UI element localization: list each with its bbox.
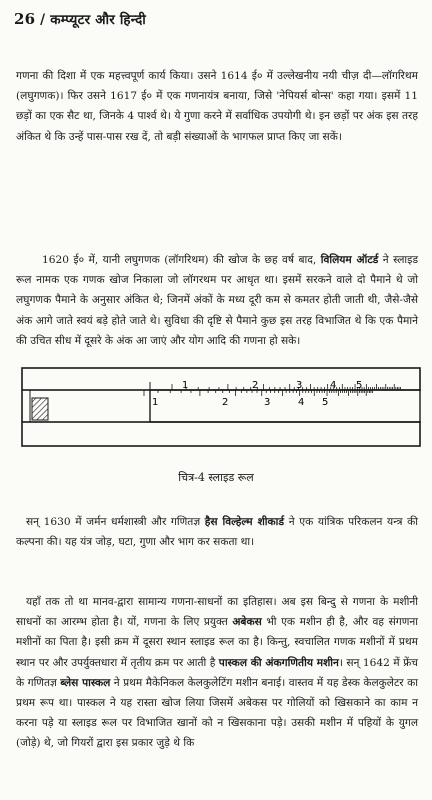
paragraph-text: यहाँ तक तो था मानव-द्वारा सामान्य गणना-साधनों का इतिहास। अब इस बिन्दु से गणना के मशीनी साधनों का आरम्भ होता है। यों, गणना के लिए प्रयुक्त <box>16 596 418 629</box>
scale-number: 2 <box>222 397 229 408</box>
scale-number: 2 <box>252 380 259 391</box>
header-separator: / <box>35 12 51 28</box>
paragraph-pascal <box>16 592 418 754</box>
scale-number: 3 <box>296 380 303 391</box>
rule-slide <box>150 390 420 422</box>
paragraph-schickard <box>16 512 418 552</box>
scale-number: 3 <box>264 397 271 408</box>
lower-scale-numbers <box>152 397 328 408</box>
paragraph-text: 1620 ई० में, यानी लघुगणक (लॉगरिथम) की खोज के छह वर्ष बाद, <box>42 254 321 266</box>
paragraph-text: ने एक यांत्रिक परिकलन यन्त्र की कल्पना की। यह यंत्र जोड़, घटा, गुणा और भाग कर सकता था। <box>16 516 419 549</box>
paragraph-slide-rule <box>16 250 418 351</box>
paragraph-text: । सन् 1642 में फ्रेंच के गणितज्ञ <box>16 656 418 689</box>
scale-number: 1 <box>182 380 189 391</box>
figure-caption: चित्र-4 स्लाइड रूल <box>178 471 254 484</box>
bold-term: पास्कल की अंकगणितीय मशीन <box>218 656 339 669</box>
scale-number: 4 <box>298 397 305 408</box>
paragraph-text: सन् 1630 में जर्मन धर्मशास्त्री और गणितज्ञ <box>26 516 205 528</box>
scale-number: 4 <box>330 380 337 391</box>
page-number: 26 <box>14 10 36 28</box>
scale-number: 1 <box>152 397 159 408</box>
bold-term: अबेकस <box>232 616 262 629</box>
scale-number: 5 <box>322 397 329 408</box>
hatched-end <box>32 398 48 420</box>
scale-number: 5 <box>356 380 363 391</box>
rule-bottom-stock <box>22 422 420 446</box>
paragraph-text: ने प्रथम मैकेनिकल केलकुलेटिंग मशीन बनाई। वास्तव में यह डेस्क केलकुलेटर का प्रथम रूप था। पास्कल ने यह रास्ता खोज लिया जिसमें अबेकस पर गोलियों को खिसकाने का काम न करना पड़े या स्लाइड रूल पर विभाजित खानों को न खिसकाना पड़े। उसकी मशीन में पहियों के युगल (जोड़े) थे, जो गियरों द्वारा इस प्रकार जुड़े थे कि <box>16 676 418 750</box>
bold-name: ब्लेस पास्कल <box>60 676 111 689</box>
paragraph-text: भी एक मशीन ही है, और वह संगणना मशीनों का पिता है। इसी क्रम में दूसरा स्थान स्लाइड रूल का है। किन्तु, स्वचालित गणक मशीनों में प्रथम स्थान पर और उपर्युक्तधारा में तृतीय क्रम पर आती है <box>16 616 418 669</box>
bold-name: विलियम ऑटर्ड <box>320 254 379 266</box>
paragraph-napier: गणना की दिशा में एक महत्त्वपूर्ण कार्य किया। उसने 1614 ई० में उल्लेखनीय नयी चीज़ दी—लॉगरिथम (लघुगणक)। फिर उसने 1617 ई० में एक गणनायंत्र बनाया, जिसे 'नेपियर्स बोन्स' कहा गया। इसमें 11 छड़ों का एक सैट था, जिनके 4 पार्श्व थे। ये गुणा करने में सर्वाधिक उपयोगी थे। इन छड़ों पर अंक इस तरह अंकित थे कि उन्हें पास-पास रख दें, तो बड़ी संख्याओं के भागफल प्राप्त किए जा सकें। <box>16 70 418 143</box>
paragraph-text: ने स्लाइड रूल नामक एक गणक खोज निकाला जो लॉगरथम पर आधृत था। इसमें सरकने वाले दो पैमाने थे जो लघुगणक पैमाने के अनुसार अंकित थे; जिनमें अंकों के मध्य दूरी कम से कमतर होती जाती थी, जैसे-जैसे अंक आगे जाते स्वयं बड़े होते जाते थे। सुविधा की दृष्टि से पैमाने कुछ इस तरह विभाजित थे कि एक पैमाने की उचित सीध में दूसरे के अंक आ जाएं और योग आदि की गणना हो सके। <box>16 254 418 347</box>
upper-scale-ticks <box>172 384 400 390</box>
bold-name: हैस विल्हेल्म शीकार्ड <box>204 516 285 528</box>
running-title: कम्प्यूटर और हिन्दी <box>50 12 146 28</box>
page-header <box>14 10 146 28</box>
